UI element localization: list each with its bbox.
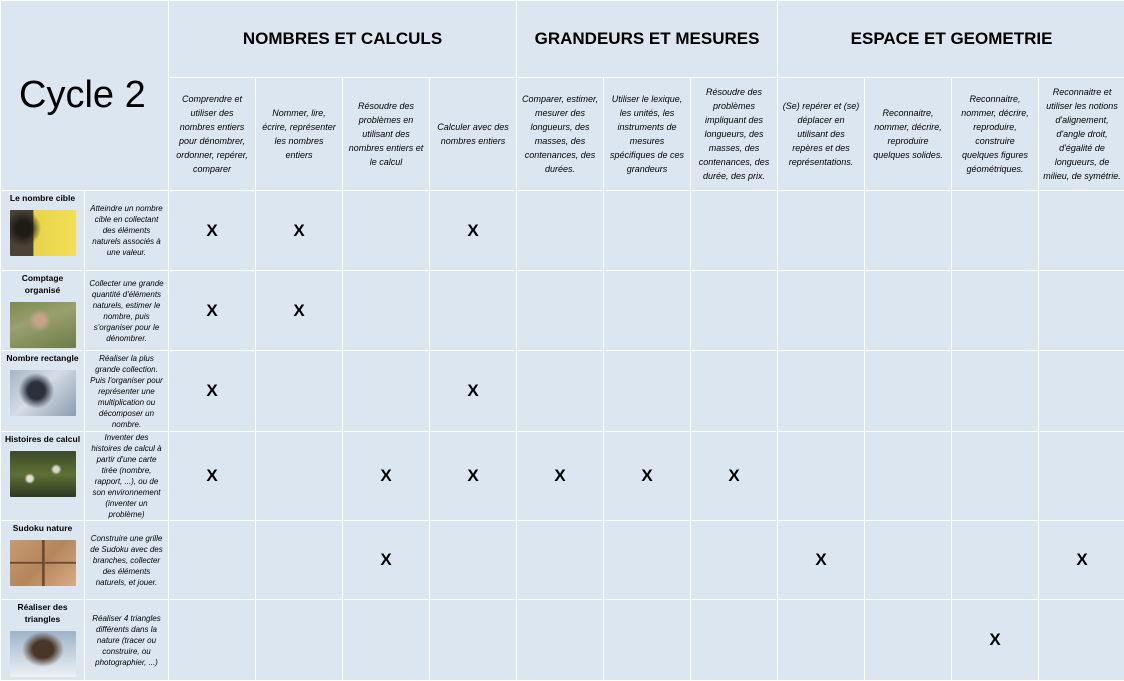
- cycle-title: Cycle 2: [1, 1, 169, 191]
- competence-mark: [1039, 271, 1124, 351]
- competence-mark: [604, 521, 691, 600]
- activity-description: Collecter une grande quantité d'éléments naturels, estimer le nombre, puis s'organiser pour le dénombrer.: [85, 271, 169, 351]
- competence-mark: X: [778, 521, 865, 600]
- activity-cell: [1, 600, 85, 681]
- competence-mark: [343, 191, 430, 271]
- competence-mark: [691, 191, 778, 271]
- competence-header: Comprendre et utiliser des nombres entiers pour dénombrer, ordonner, repérer, comparer: [169, 78, 256, 191]
- competence-mark: X: [691, 432, 778, 521]
- competence-mark: [691, 351, 778, 432]
- children-in-grass-photo: [10, 302, 76, 348]
- competence-mark: [430, 271, 517, 351]
- activity-description: Inventer des histoires de calcul à partir d'une carte tirée (nombre, rapport, ...), ou de son environnement (inventer un problème): [85, 432, 169, 521]
- competence-mark: [343, 271, 430, 351]
- domain-header: NOMBRES ET CALCULS: [169, 1, 517, 78]
- competence-header: Reconnaitre, nommer, décrire, reproduire quelques solides.: [865, 78, 952, 191]
- competence-mark: [778, 432, 865, 521]
- competence-mark: [865, 351, 952, 432]
- competence-mark: [256, 432, 343, 521]
- competence-mark: X: [517, 432, 604, 521]
- competence-mark: X: [256, 191, 343, 271]
- competence-mark: [691, 600, 778, 681]
- competence-mark: [865, 191, 952, 271]
- competence-mark: [952, 521, 1039, 600]
- competence-mark: [604, 271, 691, 351]
- competence-mark: [517, 191, 604, 271]
- competence-mark: [517, 351, 604, 432]
- competence-mark: [1039, 432, 1124, 521]
- domain-header: ESPACE ET GEOMETRIE: [778, 1, 1124, 78]
- competence-mark: [778, 600, 865, 681]
- activity-name: Comptage organisé: [3, 272, 82, 296]
- activity-description: Réaliser la plus grande collection. Puis l'organiser pour représenter une multiplication ou décomposer un nombre.: [85, 351, 169, 432]
- competence-mark: X: [1039, 521, 1124, 600]
- competence-mark: [778, 271, 865, 351]
- competence-mark: [1039, 351, 1124, 432]
- competence-header: (Se) repérer et (se) déplacer en utilisant des repères et des représentations.: [778, 78, 865, 191]
- competence-mark: [256, 521, 343, 600]
- activity-cell: [1, 521, 85, 600]
- competence-mark: X: [343, 432, 430, 521]
- activity-cell: [1, 191, 85, 271]
- branch-grid-on-sand-photo: [10, 540, 76, 586]
- competence-mark: X: [256, 271, 343, 351]
- competence-header: Nommer, lire, écrire, représenter les nombres entiers: [256, 78, 343, 191]
- competence-header: Reconnaitre, nommer, décrire, reproduire, construire quelques figures géométriques.: [952, 78, 1039, 191]
- competence-mark: X: [169, 351, 256, 432]
- activity-name: Réaliser des triangles: [3, 601, 82, 625]
- competence-mark: [778, 351, 865, 432]
- competence-mark: X: [343, 521, 430, 600]
- activity-name: Sudoku nature: [3, 522, 82, 534]
- activity-description: Atteindre un nombre cible en collectant des éléments naturels associés à une valeur.: [85, 191, 169, 271]
- competence-mark: [691, 271, 778, 351]
- activity-name: Le nombre cible: [3, 192, 82, 204]
- activity-description: Construire une grille de Sudoku avec des branches, collecter des éléments naturels, et jouer.: [85, 521, 169, 600]
- activity-row: [1, 600, 1124, 681]
- activity-cell: [1, 351, 85, 432]
- competence-header: Utiliser le lexique, les unités, les instruments de mesures spécifiques de ces grandeurs: [604, 78, 691, 191]
- activity-row: [1, 432, 1124, 521]
- activity-row: [1, 521, 1124, 600]
- competence-header: Résoudre des problèmes impliquant des longueurs, des masses, des contenances, des durée, des prix.: [691, 78, 778, 191]
- competence-mark: X: [952, 600, 1039, 681]
- domain-header: GRANDEURS ET MESURES: [517, 1, 778, 78]
- competence-header: Résoudre des problèmes en utilisant des nombres entiers et le calcul: [343, 78, 430, 191]
- competence-mark: [1039, 600, 1124, 681]
- competence-mark: [1039, 191, 1124, 271]
- competence-mark: [865, 600, 952, 681]
- competence-mark: X: [169, 432, 256, 521]
- competence-mark: [865, 271, 952, 351]
- activity-name: Nombre rectangle: [3, 352, 82, 364]
- competence-mark: [952, 351, 1039, 432]
- competence-mark: X: [430, 351, 517, 432]
- activity-cell: [1, 432, 85, 521]
- dandelion-seed-heads-photo: [10, 451, 76, 497]
- competence-mark: [169, 600, 256, 681]
- child-near-rock-in-snow-photo: [10, 631, 76, 677]
- competence-header: Calculer avec des nombres entiers: [430, 78, 517, 191]
- competence-mark: [952, 432, 1039, 521]
- competence-mark: [430, 600, 517, 681]
- activity-row: [1, 191, 1124, 271]
- competence-mark: [604, 600, 691, 681]
- competence-mark: [517, 521, 604, 600]
- activity-description: Réaliser 4 triangles différents dans la nature (tracer ou construire, ou photographier, ...): [85, 600, 169, 681]
- competence-mark: [169, 521, 256, 600]
- competence-mark: X: [604, 432, 691, 521]
- competence-mark: [952, 191, 1039, 271]
- activity-row: [1, 271, 1124, 351]
- competence-mark: X: [430, 191, 517, 271]
- competence-mark: [604, 191, 691, 271]
- activity-name: Histoires de calcul: [3, 433, 82, 445]
- competence-mark: X: [430, 432, 517, 521]
- competence-mark: [604, 351, 691, 432]
- competence-mark: [778, 191, 865, 271]
- child-arranging-collection-photo: [10, 370, 76, 416]
- competence-mark: [517, 271, 604, 351]
- competence-mark: [691, 521, 778, 600]
- competence-mark: [865, 432, 952, 521]
- activity-row: [1, 351, 1124, 432]
- competence-header: Comparer, estimer, mesurer des longueurs, des masses, des contenances, des durées.: [517, 78, 604, 191]
- competence-mark: [865, 521, 952, 600]
- competence-mark: [517, 600, 604, 681]
- competence-mark: X: [169, 271, 256, 351]
- activity-cell: [1, 271, 85, 351]
- competence-mark: [343, 351, 430, 432]
- competence-mark: [256, 351, 343, 432]
- competence-mark: [256, 600, 343, 681]
- competence-mark: X: [169, 191, 256, 271]
- competence-mark: [343, 600, 430, 681]
- yellow-number-card-photo: [10, 210, 76, 256]
- competence-mark: [430, 521, 517, 600]
- competence-header: Reconnaitre et utiliser les notions d'alignement, d'angle droit, d'égalité de longueurs, de milieu, de symétrie.: [1039, 78, 1124, 191]
- competence-mark: [952, 271, 1039, 351]
